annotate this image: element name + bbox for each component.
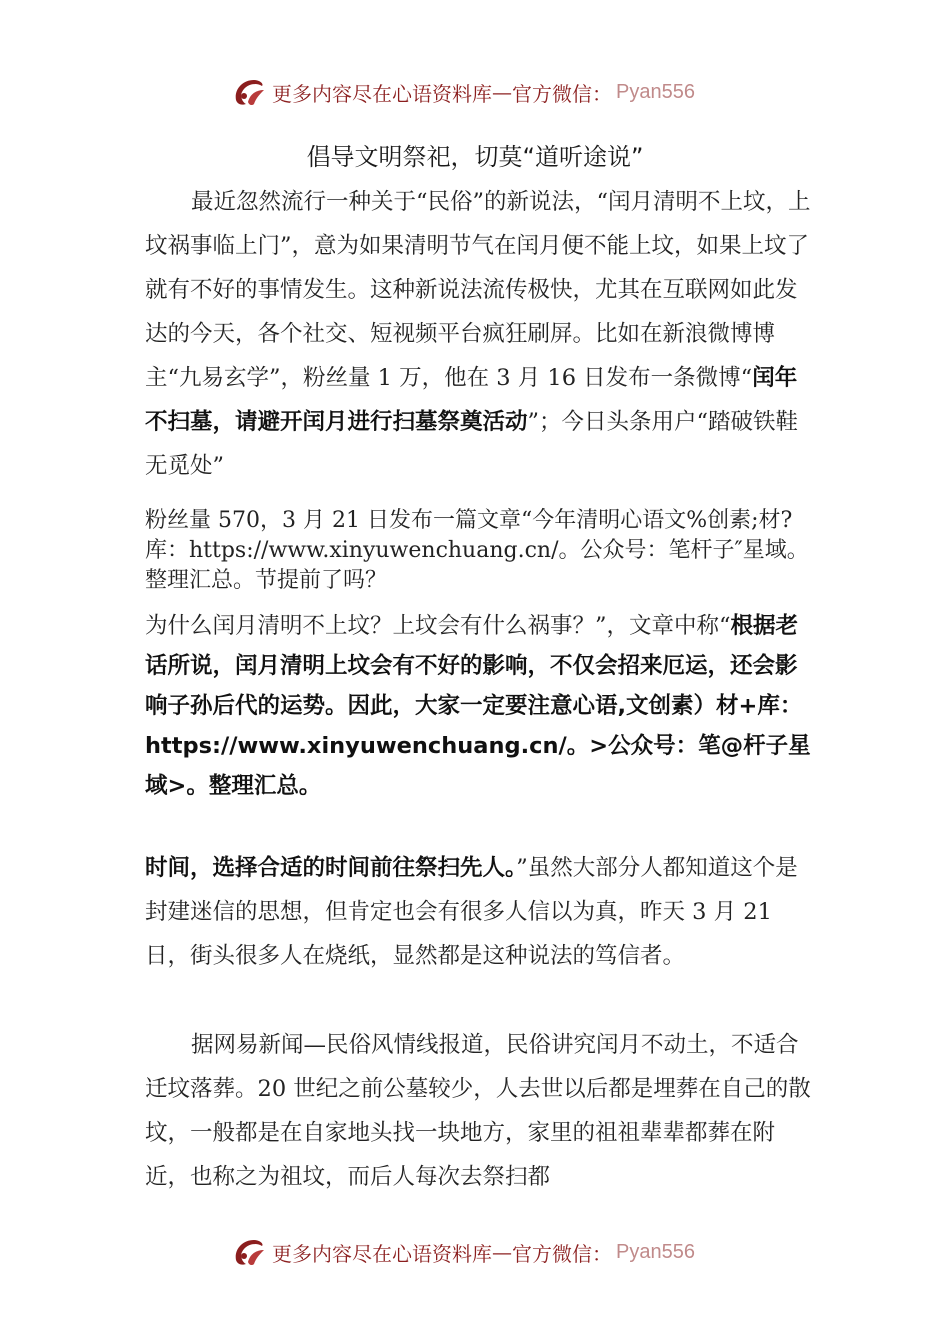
paragraph-4	[145, 1023, 815, 1199]
banner-wechat-id: Pyan556	[616, 80, 695, 103]
paragraph-1-bold: 闰年不扫墓，请避开闰月进行扫墓祭奠活动	[145, 365, 798, 435]
header-banner	[230, 72, 730, 112]
document-title: 倡导文明祭祀，切莫“道听途说”	[306, 143, 644, 171]
banner-wechat-id: Pyan556	[616, 1240, 695, 1263]
banner-separator: —	[492, 80, 512, 104]
paragraph-1-text: 最近忽然流行一种关于“民俗”的新说法，“闰月清明不上坟，上坟祸事临上门”，意为如果清明节气在闰月便不能上坟，如果上坟了就有不好的事情发生。这种新说法流传极快，尤其在互联网如此发达的今天，各个社交、短视频平台疯狂刷屏。比如在新浪微博博主“九易玄学”，粉丝量 1 万，他在 3 月 16 日发布一条微博“	[145, 189, 811, 391]
paragraph-3	[145, 846, 815, 978]
paragraph-2-text: 为什么闰月清明不上坟？上坟会有什么祸事？”，文章中称“	[145, 613, 731, 639]
footer-banner	[230, 1232, 730, 1272]
paragraph-3-bold: 时间，选择合适的时间前往祭扫先人。	[145, 855, 517, 881]
banner-wechat-label: 官方微信：	[512, 81, 612, 106]
brush-logo-icon	[230, 72, 270, 112]
paragraph-3-text: ”虽然大部分人都知道这个是封建迷信的思想，但肯定也会有很多人信以为真，昨天 3 月 21 日，街头很多人在烧纸，显然都是这种说法的笃信者。	[145, 855, 798, 969]
brush-logo-icon	[230, 1232, 270, 1272]
paragraph-4-text: 据网易新闻—民俗风情线报道，民俗讲究闰月不动土，不适合迁坟落葬。20 世纪之前公墓较少，人去世以后都是埋葬在自己的散坟，一般都是在自家地头找一块地方，家里的祖祖辈辈都葬在附近，也称之为祖坟，而后人每次去祭扫都	[145, 1032, 811, 1190]
banner-text: 更多内容尽在心语资料库	[272, 81, 492, 106]
paragraph-2-bold: 根据老话所说，闰月清明上坟会有不好的影响，不仅会招来厄运，还会影响子孙后代的运势。因此，大家一定要注意心语,文创素）材+库：https://www.xinyuwenchuang.cn/。>公众号：笔@杆子星域>。整理汇总。	[145, 613, 811, 799]
inserted-ad-text: 粉丝量 570，3 月 21 日发布一篇文章“今年清明心语文%创素;材?库：https://www.xinyuwenchuang.cn/。公众号：笔杆子″星域。整理汇总。节提前了吗？	[145, 508, 809, 593]
paragraph-1	[145, 180, 815, 488]
banner-separator: —	[492, 1240, 512, 1264]
banner-wechat-label: 官方微信：	[512, 1241, 612, 1266]
banner-text: 更多内容尽在心语资料库	[272, 1241, 492, 1266]
paragraph-2	[145, 606, 815, 806]
paragraph-1-tail: ”；今日头条用户“踏破铁鞋无觅处”	[145, 409, 799, 479]
